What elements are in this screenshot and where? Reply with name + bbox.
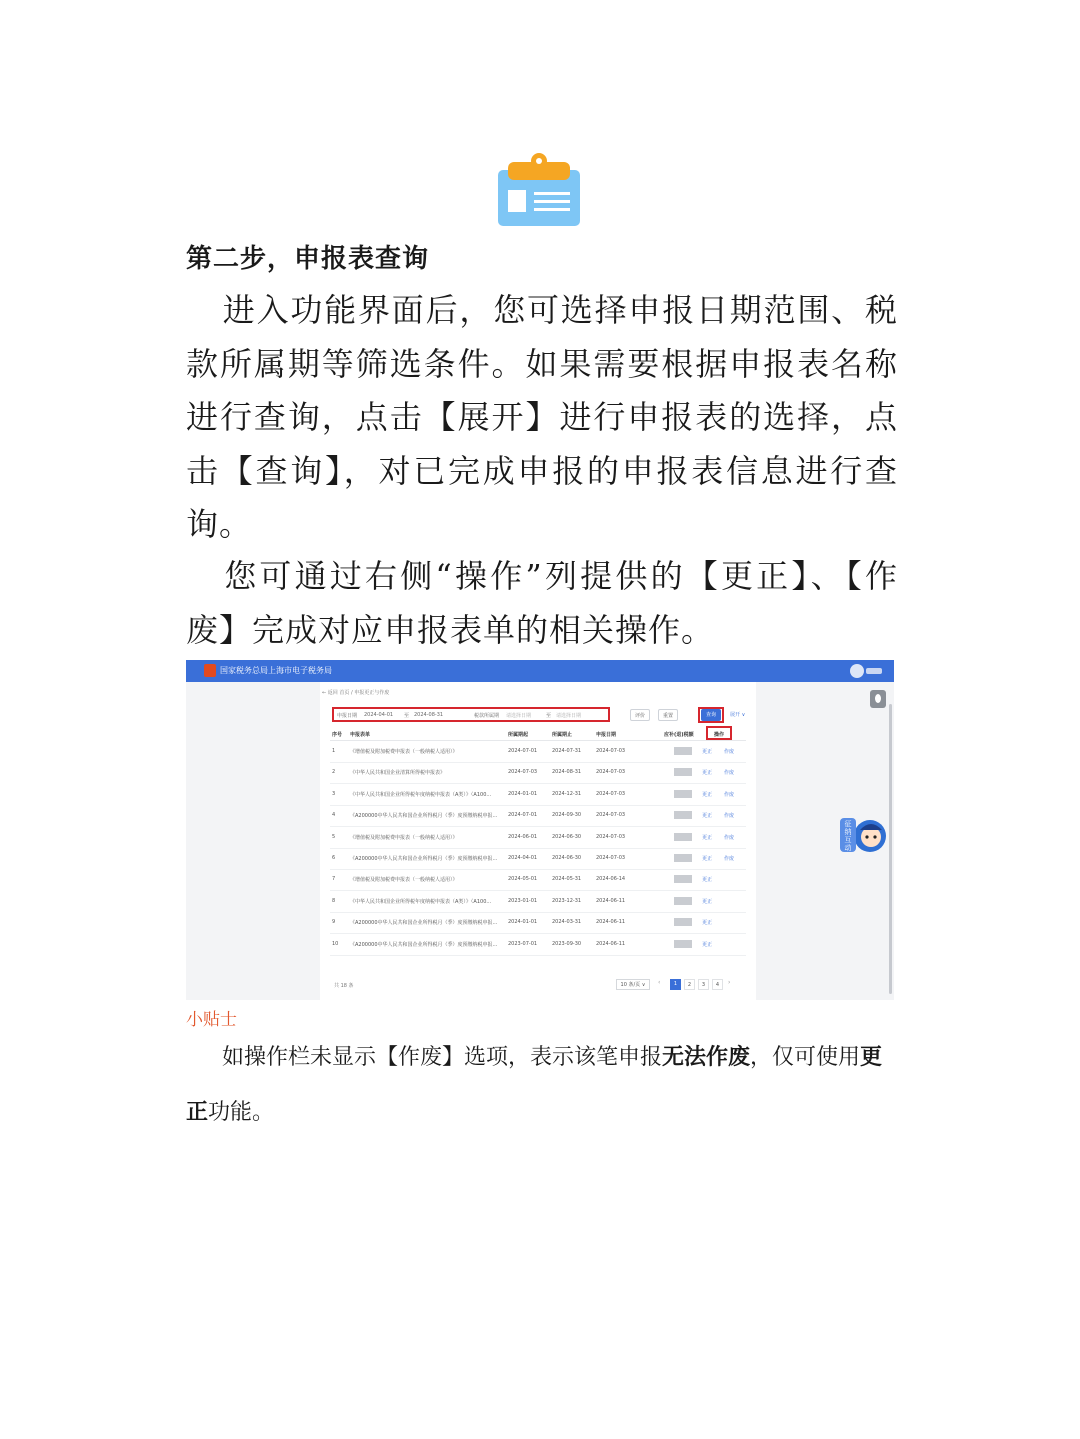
page-4[interactable]: 4 xyxy=(712,979,723,990)
row-date: 2024-06-11 xyxy=(596,940,626,947)
correct-link[interactable]: 更正 xyxy=(702,813,713,820)
table-row xyxy=(330,912,746,934)
breadcrumb[interactable]: ← 返回 首页 / 申报更正与作废 xyxy=(322,690,390,696)
query-panel xyxy=(320,682,756,1000)
row-date: 2024-07-03 xyxy=(596,790,626,797)
row-form-name: 《A200000中华人民共和国企业所得税月（季）度预缴纳税申报... xyxy=(350,813,498,820)
row-no: 9 xyxy=(332,919,336,926)
row-date: 2024-06-11 xyxy=(596,919,626,926)
row-end: 2023-12-31 xyxy=(552,897,582,904)
mascot-char-2: 纳 xyxy=(844,828,852,836)
table-row xyxy=(330,848,746,870)
row-no: 2 xyxy=(332,769,336,776)
row-start: 2024-01-01 xyxy=(508,919,538,926)
table-row xyxy=(330,805,746,827)
row-form-name: 《A200000中华人民共和国企业所得税月（季）度预缴纳税申报... xyxy=(350,920,498,927)
user-avatar[interactable] xyxy=(850,664,864,678)
page-1[interactable]: 1 xyxy=(670,979,681,990)
masked-tax-amount xyxy=(674,833,692,841)
row-start: 2024-04-01 xyxy=(508,855,538,861)
correct-link[interactable]: 更正 xyxy=(702,791,713,798)
row-no: 8 xyxy=(332,897,336,904)
col-end: 所属期止 xyxy=(552,732,573,738)
correct-link[interactable]: 更正 xyxy=(702,770,713,777)
void-link[interactable]: 作废 xyxy=(724,749,735,755)
mascot-char-1: 征 xyxy=(844,820,852,828)
correct-link[interactable]: 更正 xyxy=(702,856,713,862)
date-to-input[interactable]: 2024-08-31 xyxy=(414,712,444,718)
filter-highlight-box xyxy=(332,707,610,722)
operation-paragraph: 您可通过右侧“操作”列提供的【更正】、【作废】完成对应申报表单的相关操作。 xyxy=(186,557,898,649)
row-form-name: 《中华人民共和国企业清算所得税申报表》 xyxy=(350,770,446,777)
tax-period-label: 税款所属期 xyxy=(474,713,500,719)
tip-bold-correct: 更正 xyxy=(186,1044,883,1125)
masked-tax-amount xyxy=(674,811,692,819)
row-end: 2024-07-31 xyxy=(552,748,582,754)
mascot-char-4: 动 xyxy=(844,844,852,852)
row-no: 4 xyxy=(332,812,336,819)
page-size-select[interactable]: 10 条/页 ∨ xyxy=(616,979,650,990)
col-date: 申报日期 xyxy=(596,732,617,738)
scrollbar[interactable] xyxy=(889,704,892,994)
side-tool-icon[interactable] xyxy=(870,690,886,708)
col-no: 序号 xyxy=(332,732,343,738)
row-date: 2024-06-11 xyxy=(596,897,626,904)
page-3[interactable]: 3 xyxy=(698,979,709,990)
row-end: 2024-09-30 xyxy=(552,812,582,819)
correct-link[interactable]: 更正 xyxy=(702,898,713,905)
operation-highlight-box xyxy=(706,726,732,740)
tip-label: 小贴士 xyxy=(186,1010,237,1030)
row-start: 2024-07-03 xyxy=(508,769,538,776)
row-start: 2024-06-01 xyxy=(508,833,538,840)
row-end: 2023-09-30 xyxy=(552,940,582,947)
query-button[interactable]: 查询 xyxy=(701,709,721,721)
row-no: 5 xyxy=(332,833,336,840)
row-form-name: 《A200000中华人民共和国企业所得税月（季）度预缴纳税申报... xyxy=(350,856,498,862)
total-count: 共 18 条 xyxy=(334,983,354,989)
masked-tax-amount xyxy=(674,747,692,755)
tip-text: 如操作栏未显示【作废】选项，表示该笔申报无法作废，仅可使用更正功能。 xyxy=(186,1044,883,1125)
intro-paragraph: 进入功能界面后，您可选择申报日期范围、税款所属期等筛选条件。如果需要根据申报表名称进行查询，点击【展开】进行申报表的选择，点击【查询】，对已完成申报的申报表信息进行查询。 xyxy=(186,291,898,543)
mascot-char-3: 互 xyxy=(844,836,852,844)
col-op: 操作 xyxy=(714,732,725,738)
date-from-input[interactable]: 2024-04-01 xyxy=(364,712,394,718)
masked-tax-amount xyxy=(674,875,692,883)
evaluate-button[interactable]: 评价 xyxy=(630,709,650,721)
masked-tax-amount xyxy=(674,918,692,926)
col-tax: 应补(退)税额 xyxy=(664,732,694,738)
site-title: 国家税务总局上海市电子税务局 xyxy=(220,666,332,675)
top-header-bar xyxy=(186,660,894,682)
row-no: 7 xyxy=(332,876,336,883)
period-from-input[interactable]: 请选择日期 xyxy=(506,713,532,719)
correct-link[interactable]: 更正 xyxy=(702,941,713,948)
tax-bureau-logo-icon xyxy=(204,664,216,677)
row-end: 2024-12-31 xyxy=(552,790,582,797)
row-date: 2024-06-14 xyxy=(596,876,626,883)
masked-tax-amount xyxy=(674,790,692,798)
date-label: 申报日期 xyxy=(337,713,358,719)
row-date: 2024-07-03 xyxy=(596,769,626,776)
row-end: 2024-08-31 xyxy=(552,769,582,776)
col-form: 申报表单 xyxy=(350,732,371,738)
row-date: 2024-07-03 xyxy=(596,833,626,840)
masked-tax-amount xyxy=(674,768,692,776)
embedded-screenshot xyxy=(186,660,894,1000)
col-start: 所属期起 xyxy=(508,732,529,738)
date-sep: 至 xyxy=(404,713,410,719)
row-start: 2023-01-01 xyxy=(508,897,538,904)
table-row xyxy=(330,934,746,956)
row-start: 2023-07-01 xyxy=(508,940,538,947)
table-row xyxy=(330,891,746,913)
row-no: 1 xyxy=(332,748,336,754)
row-form-name: 《增值税及附加税费申报表（一般纳税人适用）》 xyxy=(350,877,458,884)
row-end: 2024-05-31 xyxy=(552,876,582,883)
row-end: 2024-03-31 xyxy=(552,919,582,926)
void-link[interactable]: 作废 xyxy=(724,813,735,820)
row-form-name: 《中华人民共和国企业所得税年度纳税申报表（A类）》（A100... xyxy=(350,898,492,905)
row-date: 2024-07-03 xyxy=(596,748,626,754)
row-end: 2024-06-30 xyxy=(552,855,582,861)
row-no: 10 xyxy=(332,940,339,947)
step-title: 第二步，申报表查询 xyxy=(186,244,430,274)
row-start: 2024-07-01 xyxy=(508,812,538,819)
correct-link[interactable]: 更正 xyxy=(702,834,713,841)
period-sep: 至 xyxy=(546,713,552,719)
clipboard-document-icon xyxy=(496,152,582,228)
tip-bold-cannot-void: 无法作废 xyxy=(662,1044,751,1070)
query-highlight-box xyxy=(698,707,724,723)
correct-link[interactable]: 更正 xyxy=(702,877,713,884)
correct-link[interactable]: 更正 xyxy=(702,749,713,755)
row-start: 2024-05-01 xyxy=(508,876,538,883)
table-header xyxy=(330,728,746,741)
table-row xyxy=(330,784,746,806)
row-form-name: 《增值税及附加税费申报表（一般纳税人适用）》 xyxy=(350,834,458,841)
page-2[interactable]: 2 xyxy=(684,979,695,990)
user-menu[interactable] xyxy=(866,668,882,674)
void-link[interactable]: 作废 xyxy=(724,834,735,841)
row-form-name: 《增值税及附加税费申报表（一般纳税人适用）》 xyxy=(350,749,458,755)
row-date: 2024-07-03 xyxy=(596,855,626,861)
void-link[interactable]: 作废 xyxy=(724,791,735,798)
prev-page-icon[interactable]: ‹ xyxy=(658,979,661,986)
row-end: 2024-06-30 xyxy=(552,833,582,840)
row-form-name: 《中华人民共和国企业所得税年度纳税申报表（A类）》（A100... xyxy=(350,791,492,798)
reset-button[interactable]: 重置 xyxy=(658,709,678,721)
row-date: 2024-07-03 xyxy=(596,812,626,819)
masked-tax-amount xyxy=(674,940,692,948)
void-link[interactable]: 作废 xyxy=(724,770,735,777)
void-link[interactable]: 作废 xyxy=(724,856,735,862)
table-row xyxy=(330,762,746,784)
row-form-name: 《A200000中华人民共和国企业所得税月（季）度预缴纳税申报... xyxy=(350,941,498,948)
assistant-mascot-icon[interactable] xyxy=(838,810,888,858)
row-no: 3 xyxy=(332,790,336,797)
row-start: 2024-07-01 xyxy=(508,748,538,754)
correct-link[interactable]: 更正 xyxy=(702,920,713,927)
table-row xyxy=(330,827,746,849)
table-row xyxy=(330,869,746,891)
table-row xyxy=(330,741,746,763)
expand-button[interactable]: 展开 ∨ xyxy=(730,712,746,718)
period-to-input[interactable]: 请选择日期 xyxy=(556,713,582,719)
row-start: 2024-01-01 xyxy=(508,790,538,797)
row-no: 6 xyxy=(332,855,336,861)
masked-tax-amount xyxy=(674,854,692,862)
masked-tax-amount xyxy=(674,897,692,905)
next-page-icon[interactable]: › xyxy=(728,979,731,986)
